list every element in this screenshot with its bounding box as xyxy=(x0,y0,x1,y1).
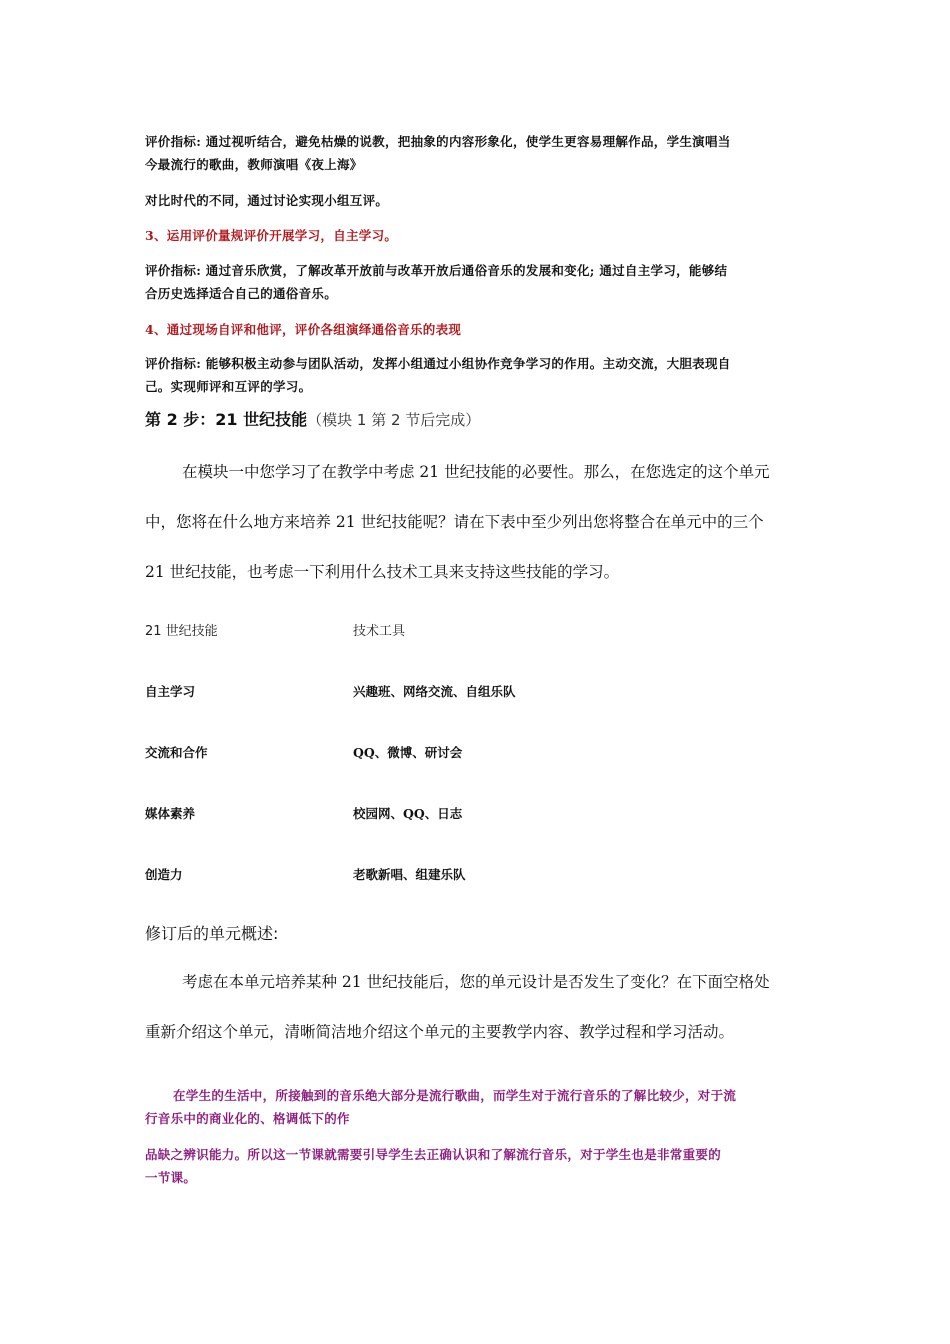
criteria-3-line1: 评价指标: 通过音乐欣赏，了解改革开放前与改革开放后通俗音乐的发展和变化; 通过自主学习，能够结 xyxy=(145,263,728,278)
criteria-4-line1: 评价指标: 能够积极主动参与团队活动，发挥小组通过小组协作竞争学习的作用。主动交流，大胆表现自 xyxy=(145,356,731,371)
summary-line1: 在学生的生活中，所接触到的音乐绝大部分是流行歌曲，而学生对于流行音乐的了解比较少，对于流 xyxy=(173,1088,737,1103)
item-4-heading: 4、通过现场自评和他评，评价各组演绎通俗音乐的表现 xyxy=(145,322,462,337)
table-tool-4: 老歌新唱、组建乐队 xyxy=(353,867,466,882)
table-tool-2: QQ、微博、研讨会 xyxy=(353,745,463,760)
criteria-1-line3: 对比时代的不同，通过讨论实现小组互评。 xyxy=(145,193,389,208)
summary-line2: 行音乐中的商业化的、格调低下的作 xyxy=(145,1111,350,1126)
revised-heading: 修订后的单元概述: xyxy=(145,924,279,943)
revised-line1: 考虑在本单元培养某种 21 世纪技能后，您的单元设计是否发生了变化？在下面空格处 xyxy=(182,973,770,991)
step-2-title: 第 2 步：21 世纪技能 xyxy=(145,410,308,429)
table-skill-2: 交流和合作 xyxy=(145,745,208,760)
criteria-3-line2: 合历史选择适合自己的通俗音乐。 xyxy=(145,286,338,301)
intro-line3: 21 世纪技能，也考虑一下利用什么技术工具来支持这些技能的学习。 xyxy=(145,563,620,581)
criteria-4 xyxy=(145,352,805,398)
table-header-tool: 技术工具 xyxy=(353,624,406,639)
intro-line1: 在模块一中您学习了在教学中考虑 21 世纪技能的必要性。那么，在您选定的这个单元 xyxy=(182,463,770,481)
table-tool-3: 校园网、QQ、日志 xyxy=(353,806,463,821)
criteria-1-line1: 评价指标: 通过视听结合，避免枯燥的说教，把抽象的内容形象化，使学生更容易理解作品，学生演唱当 xyxy=(145,134,731,149)
table-tool-1: 兴趣班、网络交流、自组乐队 xyxy=(353,684,516,699)
step-2-heading xyxy=(145,407,480,430)
summary-block-2 xyxy=(145,1143,805,1189)
table-header-skill: 21 世纪技能 xyxy=(145,624,218,639)
summary-line3: 品缺之辨识能力。所以这一节课就需要引导学生去正确认识和了解流行音乐，对于学生也是非常重要的 xyxy=(145,1147,722,1162)
criteria-1-line2: 今最流行的歌曲，教师演唱《夜上海》 xyxy=(145,157,363,172)
revised-line2: 重新介绍这个单元，清晰简洁地介绍这个单元的主要教学内容、教学过程和学习活动。 xyxy=(145,1023,735,1041)
criteria-1 xyxy=(145,130,805,176)
summary-block-1 xyxy=(145,1084,805,1107)
table-skill-1: 自主学习 xyxy=(145,684,196,699)
summary-line4: 一节课。 xyxy=(145,1170,197,1185)
step-2-note: （模块 1 第 2 节后完成） xyxy=(307,411,481,429)
item-3-heading: 3、运用评价量规评价开展学习，自主学习。 xyxy=(145,228,398,243)
criteria-3 xyxy=(145,259,805,305)
intro-line2: 中，您将在什么地方来培养 21 世纪技能呢？请在下表中至少列出您将整合在单元中的三个 xyxy=(145,513,764,531)
table-skill-3: 媒体素养 xyxy=(145,806,196,821)
criteria-4-line2: 己。实现师评和互评的学习。 xyxy=(145,379,312,394)
table-skill-4: 创造力 xyxy=(145,867,183,882)
